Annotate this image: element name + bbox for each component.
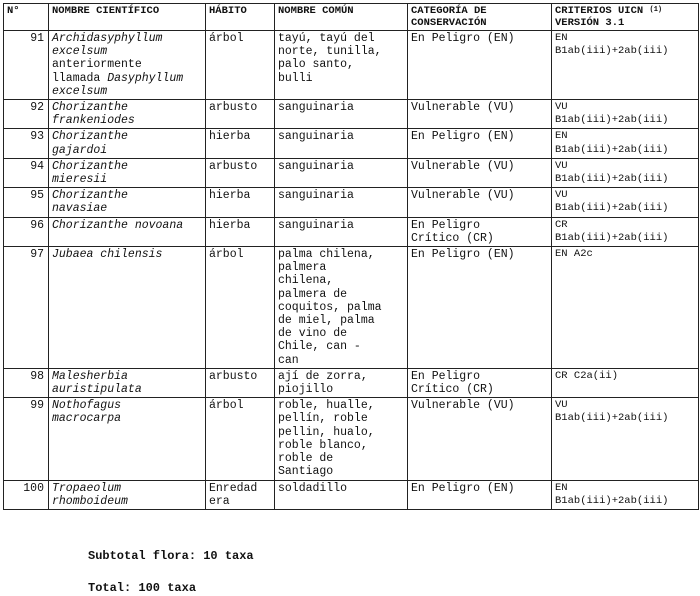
iucn-criteria-line: B1ab(iii)+2ab(iii) [555, 494, 669, 507]
conservation-category [408, 247, 552, 369]
conservation-category [408, 480, 552, 509]
conservation-category-line: Vulnerable (VU) [411, 189, 515, 203]
conservation-category-line: En Peligro (EN) [411, 248, 515, 262]
table-row [4, 188, 699, 217]
table-row [4, 158, 699, 187]
scientific-name-line: excelsum [52, 45, 108, 59]
conservation-category [408, 31, 552, 100]
scientific-name-line: gajardoi [52, 143, 108, 157]
common-name-line: soldadillo [278, 481, 348, 495]
common-name-line: ají de zorra, [278, 369, 368, 383]
scientific-name-line: Chorizanthe [52, 189, 128, 203]
iucn-criteria [552, 368, 699, 397]
iucn-criteria-line: VU [555, 399, 568, 412]
common-name [275, 129, 408, 158]
conservation-category-line: En Peligro (EN) [411, 481, 515, 495]
iucn-criteria-line: B1ab(iii)+2ab(iii) [555, 114, 669, 127]
conservation-category-line: En Peligro (EN) [411, 32, 515, 45]
table-row [4, 129, 699, 158]
common-name-line: pellín, roble [278, 412, 368, 426]
common-name-line: palmera de [278, 287, 348, 301]
iucn-criteria-line: EN [555, 130, 568, 143]
row-number: 98 [4, 368, 49, 397]
common-name [275, 217, 408, 246]
iucn-criteria-line: B1ab(iii)+2ab(iii) [555, 412, 669, 425]
species-table [3, 3, 699, 510]
common-name [275, 158, 408, 187]
scientific-name [49, 480, 206, 509]
scientific-name-line: frankeniodes [52, 114, 135, 128]
common-name-line: palo santo, [278, 58, 354, 72]
row-number: 99 [4, 398, 49, 480]
common-name [275, 368, 408, 397]
habit-line: arbusto [209, 159, 258, 173]
scientific-name [49, 188, 206, 217]
iucn-criteria-line: B1ab(iii)+2ab(iii) [555, 173, 669, 186]
common-name-line: sanguinaria [278, 159, 354, 173]
iucn-criteria-line: EN [555, 481, 568, 494]
habit [206, 188, 275, 217]
table-row [4, 247, 699, 369]
scientific-name [49, 217, 206, 246]
iucn-criteria-line: EN A2c [555, 248, 593, 261]
scientific-name-line: Malesherbia [52, 369, 128, 383]
header-category-line1: CATEGORÍA DE [411, 5, 487, 17]
scientific-name-line: Jubaea chilensis [52, 248, 163, 262]
total-line: Total: 100 taxa [88, 581, 197, 595]
former-scientific-name: excelsum [52, 84, 108, 98]
habit-line: hierba [209, 189, 251, 203]
header-criteria-line2: VERSIÓN 3.1 [555, 17, 625, 29]
scientific-note-line: anteriormente [52, 58, 142, 72]
subtotal-line: Subtotal flora: 10 taxa [88, 549, 254, 563]
common-name [275, 188, 408, 217]
scientific-name [49, 247, 206, 369]
iucn-criteria-line: EN [555, 32, 568, 44]
habit [206, 158, 275, 187]
row-number: 93 [4, 129, 49, 158]
common-name [275, 31, 408, 100]
row-number: 94 [4, 158, 49, 187]
table-row [4, 100, 699, 129]
scientific-name-line: rhomboideum [52, 494, 128, 508]
habit-line: árbol [209, 32, 244, 45]
common-name-line: palmera [278, 261, 327, 275]
row-number: 92 [4, 100, 49, 129]
header-common-name: NOMBRE COMÚN [275, 4, 408, 31]
habit-line: árbol [209, 248, 244, 262]
scientific-name [49, 31, 206, 100]
common-name-line: roble, hualle, [278, 399, 375, 413]
common-name-line: sanguinaria [278, 218, 354, 232]
iucn-criteria-line: VU [555, 189, 568, 202]
conservation-category-line: En Peligro (EN) [411, 130, 515, 144]
habit-line: Enredad [209, 481, 258, 495]
table-row [4, 368, 699, 397]
scientific-name [49, 158, 206, 187]
row-number: 91 [4, 31, 49, 100]
habit [206, 129, 275, 158]
header-category-line2: CONSERVACIÓN [411, 17, 487, 29]
scientific-name-line: Chorizanthe [52, 101, 128, 115]
table-row [4, 398, 699, 480]
iucn-criteria [552, 158, 699, 187]
scientific-name-line: mieresii [52, 173, 108, 187]
conservation-category [408, 188, 552, 217]
header-habit: HÁBITO [206, 4, 275, 31]
conservation-category [408, 398, 552, 480]
iucn-criteria [552, 129, 699, 158]
conservation-category-line: En Peligro [411, 218, 481, 232]
header-category [408, 4, 552, 31]
header-row [4, 4, 699, 31]
habit [206, 398, 275, 480]
conservation-category-line: En Peligro [411, 369, 481, 383]
scientific-name-line: Archidasyphyllum [52, 32, 163, 45]
common-name-line: pellin, hualo, [278, 425, 375, 439]
scientific-name [49, 368, 206, 397]
iucn-criteria-line: B1ab(iii)+2ab(iii) [555, 231, 669, 244]
iucn-criteria-line: CR C2a(ii) [555, 369, 619, 382]
scientific-name-line: macrocarpa [52, 412, 122, 426]
common-name-line: sanguinaria [278, 189, 354, 203]
conservation-category [408, 100, 552, 129]
common-name-line: Chile, can - [278, 340, 361, 354]
common-name-line: sanguinaria [278, 130, 354, 144]
habit-line: hierba [209, 218, 251, 232]
common-name-line: roble blanco, [278, 438, 368, 452]
common-name-line: roble de [278, 452, 334, 466]
conservation-category-line: Crítico (CR) [411, 383, 494, 397]
common-name-line: norte, tunilla, [278, 45, 382, 59]
iucn-criteria [552, 247, 699, 369]
habit [206, 100, 275, 129]
scientific-name-line: auristipulata [52, 383, 142, 397]
habit-line: arbusto [209, 369, 258, 383]
common-name-line: chilena, [278, 274, 334, 288]
iucn-criteria [552, 398, 699, 480]
scientific-name [49, 398, 206, 480]
habit-line: era [209, 494, 230, 508]
habit [206, 368, 275, 397]
common-name [275, 398, 408, 480]
scientific-name-line: Chorizanthe [52, 130, 128, 144]
header-criteria [552, 4, 699, 31]
row-number: 100 [4, 480, 49, 509]
header-num: N° [4, 4, 49, 31]
scientific-name [49, 129, 206, 158]
common-name-line: bulli [278, 71, 313, 85]
common-name-line: palma chilena, [278, 248, 375, 262]
conservation-category [408, 158, 552, 187]
table-row [4, 31, 699, 100]
iucn-criteria-line: VU [555, 101, 568, 114]
common-name-line: de miel, palma [278, 314, 375, 328]
common-name-line: can [278, 353, 299, 367]
scientific-note-line: llamada [52, 71, 108, 85]
iucn-criteria [552, 188, 699, 217]
former-scientific-name: Dasyphyllum [107, 71, 184, 85]
table-row [4, 480, 699, 509]
iucn-criteria-line: B1ab(iii)+2ab(iii) [555, 45, 669, 58]
scientific-name-line: navasiae [52, 202, 108, 216]
iucn-criteria [552, 217, 699, 246]
common-name [275, 100, 408, 129]
iucn-criteria [552, 100, 699, 129]
habit [206, 247, 275, 369]
table-row [4, 217, 699, 246]
conservation-category-line: Vulnerable (VU) [411, 159, 515, 173]
iucn-criteria-line: B1ab(iii)+2ab(iii) [555, 143, 669, 156]
row-number: 97 [4, 247, 49, 369]
conservation-category-line: Vulnerable (VU) [411, 101, 515, 115]
habit [206, 217, 275, 246]
conservation-category-line: Vulnerable (VU) [411, 399, 515, 413]
habit-line: árbol [209, 399, 244, 413]
scientific-name-line: Chorizanthe novoana [52, 218, 184, 232]
common-name [275, 480, 408, 509]
habit-line: arbusto [209, 101, 258, 115]
habit [206, 480, 275, 509]
conservation-category [408, 368, 552, 397]
scientific-name-line: Nothofagus [52, 399, 122, 413]
header-scientific-name: NOMBRE CIENTÍFICO [49, 4, 206, 31]
common-name-line: sanguinaria [278, 101, 354, 115]
common-name [275, 247, 408, 369]
conservation-category [408, 217, 552, 246]
habit [206, 31, 275, 100]
habit-line: hierba [209, 130, 251, 144]
header-criteria-line1: CRITERIOS UICN [555, 5, 644, 17]
common-name-line: de vino de [278, 327, 348, 341]
scientific-name-line: Tropaeolum [52, 481, 122, 495]
scientific-name-line: Chorizanthe [52, 159, 128, 173]
iucn-criteria-line: CR [555, 218, 568, 231]
common-name-line: tayú, tayú del [278, 32, 375, 45]
iucn-criteria [552, 480, 699, 509]
common-name-line: piojillo [278, 383, 334, 397]
iucn-criteria-line: VU [555, 159, 568, 172]
row-number: 96 [4, 217, 49, 246]
common-name-line: coquitos, palma [278, 300, 382, 314]
scientific-name [49, 100, 206, 129]
conservation-category [408, 129, 552, 158]
header-criteria-footnote: (1) [649, 6, 663, 14]
conservation-category-line: Crítico (CR) [411, 231, 494, 245]
iucn-criteria [552, 31, 699, 100]
common-name-line: Santiago [278, 465, 334, 479]
iucn-criteria-line: B1ab(iii)+2ab(iii) [555, 202, 669, 215]
row-number: 95 [4, 188, 49, 217]
